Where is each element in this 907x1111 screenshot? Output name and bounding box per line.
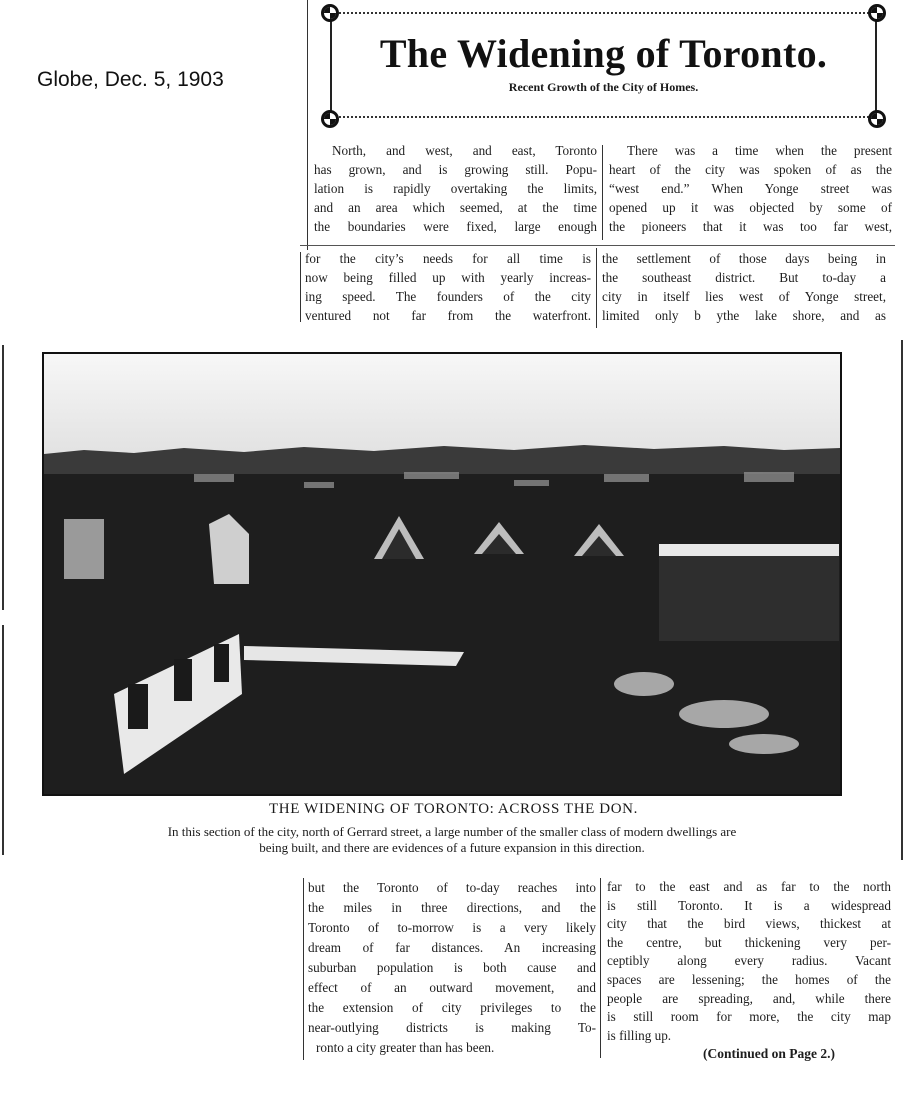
text-line: has grown, and is growing still. Popu- (314, 162, 597, 177)
text-line: heart of the city was spoken of as the (609, 162, 892, 177)
text-line: limited only b ythe lake shore, and as (602, 308, 886, 323)
photo-caption-body (22, 824, 882, 856)
column-rule (596, 248, 597, 328)
photo-across-the-don (42, 352, 842, 796)
text-line: suburban population is both cause and (308, 960, 596, 975)
article-col2-top (609, 141, 892, 236)
text-line: but the Toronto of to-day reaches into (308, 880, 596, 895)
text-line: ventured not far from the waterfront. (305, 308, 591, 323)
text-line: far to the east and as far to the north (607, 879, 891, 894)
caption-line: In this section of the city, north of Gerrard street, a large number of the smaller class of modern dwellings are (167, 824, 737, 839)
text-line: the centre, but thickening very per- (607, 934, 891, 950)
text-line: for the city’s needs for all time is (305, 251, 591, 266)
article-col1-bottom (308, 878, 596, 1058)
text-line: the settlement of those days being in (602, 251, 886, 266)
text-line: effect of an outward movement, and (308, 980, 596, 995)
text-line: the boundaries were fixed, large enough (314, 219, 597, 234)
text-line: dream of far distances. An increasing (308, 940, 596, 955)
text-line: North, and west, and east, Toronto (332, 143, 597, 158)
text-line: ronto a city greater than has been. (316, 1040, 495, 1055)
column-rule (602, 145, 603, 240)
photo-illustration (44, 354, 840, 794)
column-rule (300, 252, 301, 322)
article-col2-bottom (607, 878, 891, 1064)
text-line: Toronto of to-morrow is a very likely (308, 920, 596, 935)
text-line: spaces are lessening; the homes of the (607, 971, 891, 987)
text-line: is still room for more, the city map (607, 1009, 891, 1025)
column-rule (307, 0, 308, 250)
text-line: lation is rapidly overtaking the limits, (314, 181, 597, 196)
corner-ornament-icon (321, 110, 339, 128)
page-edge-rule (901, 340, 903, 860)
text-line: the miles in three directions, and the (308, 900, 596, 915)
text-line: is filling up. (607, 1027, 672, 1043)
page-edge-rule (2, 625, 4, 855)
text-line: the southeast district. But to-day a (602, 270, 886, 285)
text-line: now being filled up with yearly increas- (305, 270, 591, 285)
subheadline: Recent Growth of the City of Homes. (508, 80, 699, 94)
text-line: There was a time when the present (627, 143, 892, 158)
headline: The Widening of Toronto. (379, 31, 828, 76)
text-line: ceptibly along every radius. Vacant (607, 953, 891, 969)
source-label: Globe, Dec. 5, 1903 (37, 68, 224, 91)
text-line: the pioneers that it was too far west, (609, 219, 892, 234)
text-line: people are spreading, and, while there (607, 990, 891, 1006)
text-line: the extension of city privileges to the (308, 1000, 596, 1015)
photo-caption-title: THE WIDENING OF TORONTO: ACROSS THE DON. (269, 801, 638, 817)
text-line: and an area which seemed, at the time (314, 200, 597, 215)
text-line: near-outlying districts is making To- (308, 1020, 596, 1035)
article-col1-middle (305, 249, 591, 325)
text-line: ing speed. The founders of the city (305, 289, 591, 304)
text-line: opened up it was objected by some of (609, 200, 892, 215)
corner-ornament-icon (868, 110, 886, 128)
corner-ornament-icon (868, 4, 886, 22)
article-col2-middle (602, 249, 886, 325)
corner-ornament-icon (321, 4, 339, 22)
column-rule (303, 878, 304, 1060)
column-rule (600, 878, 601, 1058)
caption-line: being built, and there are evidences of a future expansion in this direction. (259, 840, 645, 855)
text-line: city in itself lies west of Yonge street, (602, 289, 886, 304)
section-divider (300, 245, 895, 246)
article-col1-top (314, 141, 597, 236)
continued-note: (Continued on Page 2.) (702, 1046, 835, 1062)
text-line: is still Toronto. It is a widespread (607, 897, 891, 913)
text-line: “west end.” When Yonge street was (609, 181, 892, 196)
text-line: city that the bird views, thickest at (607, 916, 891, 932)
page-edge-rule (2, 345, 4, 610)
